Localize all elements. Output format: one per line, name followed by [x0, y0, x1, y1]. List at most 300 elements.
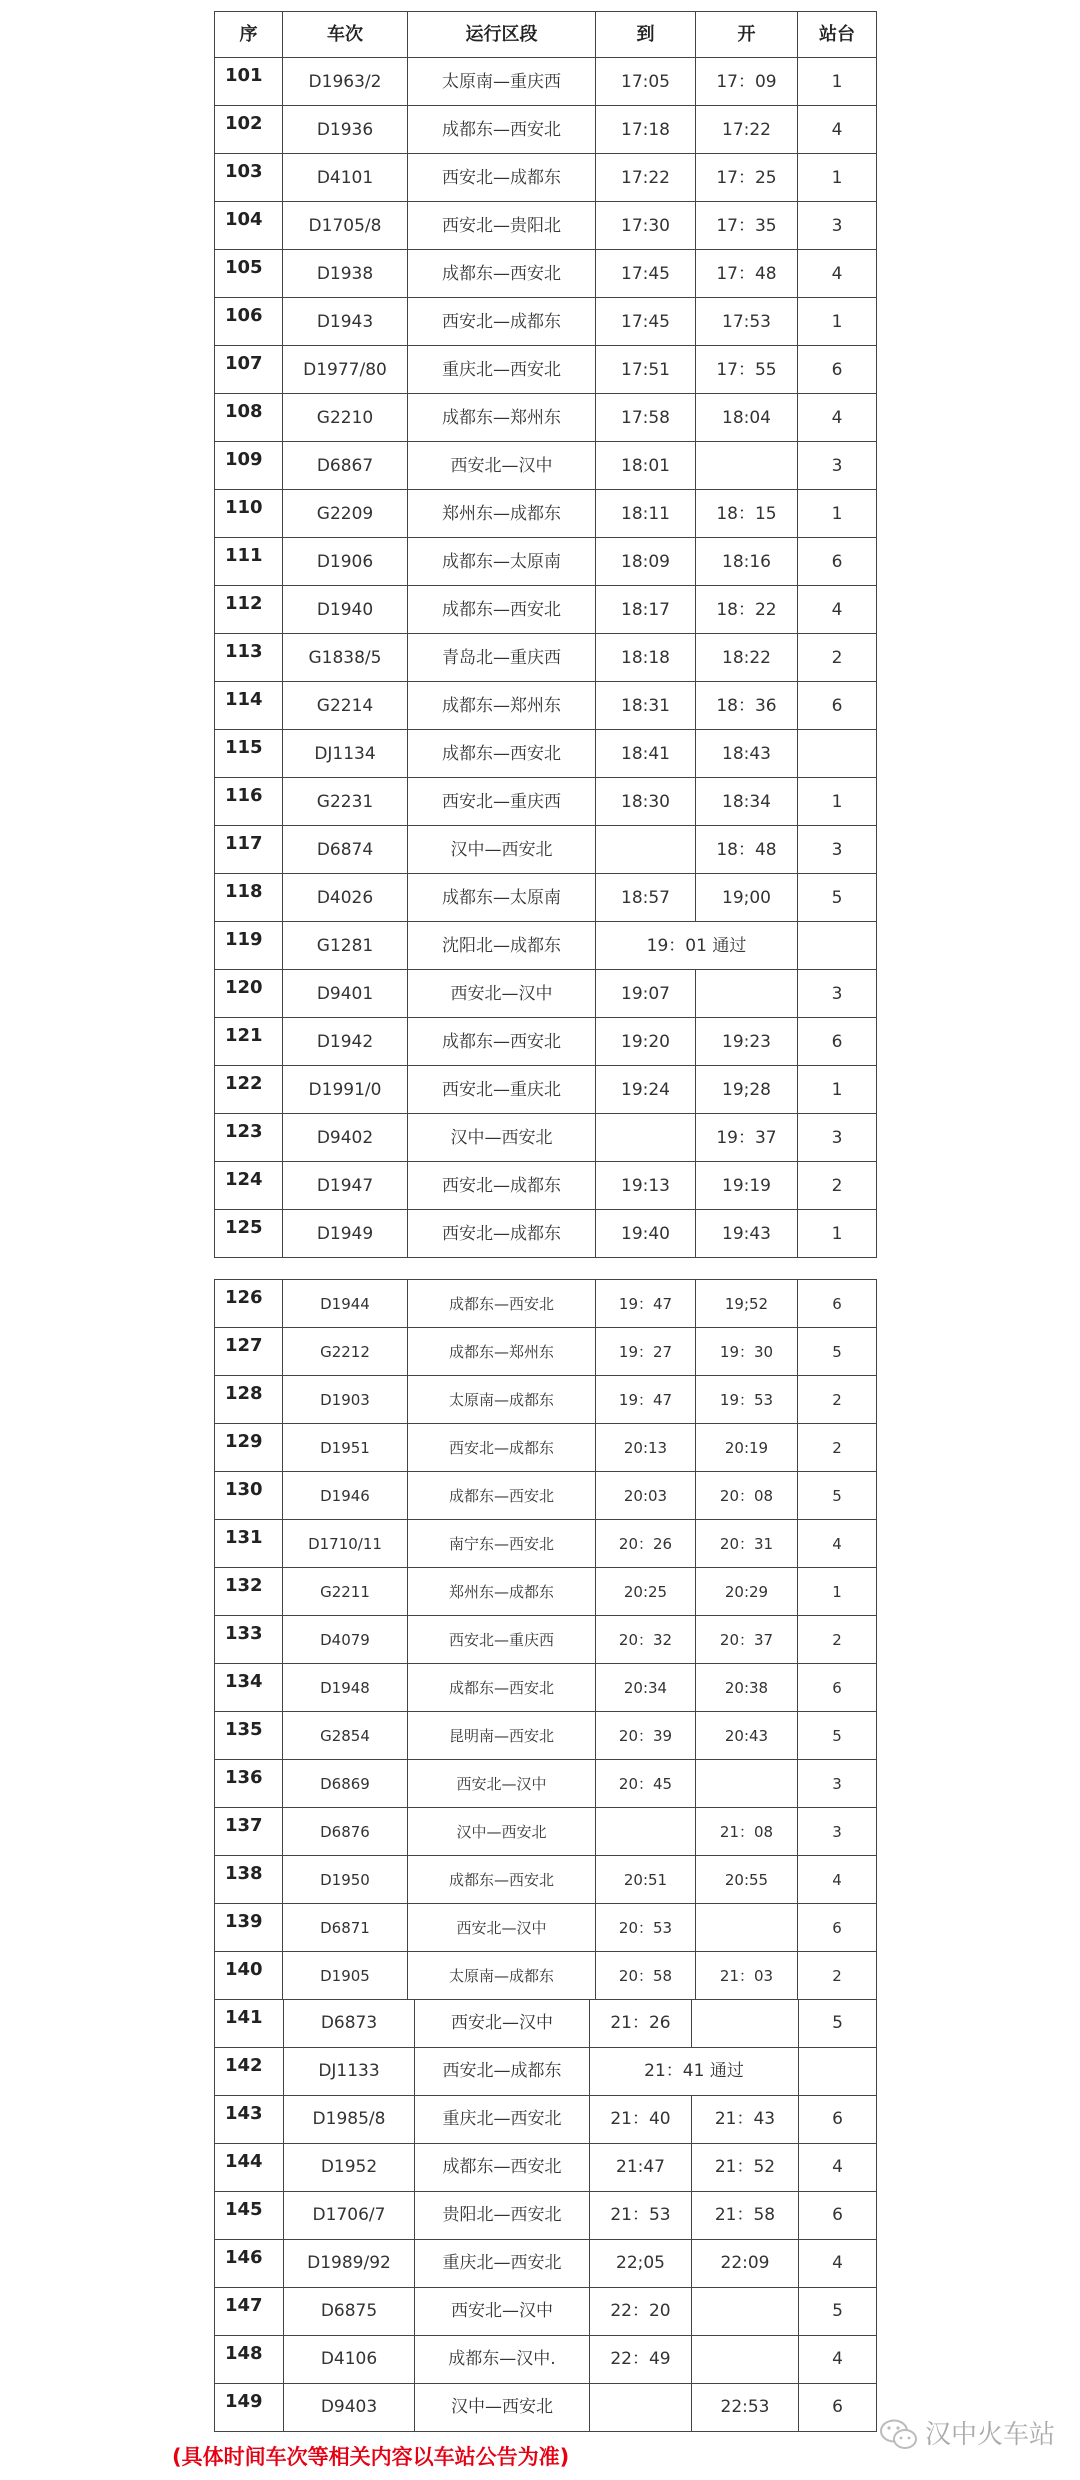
- train-number: G2212: [283, 1328, 408, 1376]
- route: 成都东—郑州东: [408, 394, 596, 442]
- departure-time: 18:22: [696, 634, 798, 682]
- train-number: G2210: [283, 394, 408, 442]
- table-row: [215, 1712, 877, 1760]
- departure-time: 18：48: [696, 826, 798, 874]
- departure-time: 17：35: [696, 202, 798, 250]
- arrival-time: 18:09: [596, 538, 696, 586]
- departure-time: 20:19: [696, 1424, 798, 1472]
- header-depart: 开: [696, 12, 798, 58]
- train-number: D6875: [284, 2287, 415, 2335]
- platform: 6: [798, 1280, 877, 1328]
- route: 汉中—西安北: [408, 826, 596, 874]
- table-row: [215, 2143, 877, 2191]
- train-number: D1906: [283, 538, 408, 586]
- row-seq: 125: [215, 1210, 283, 1258]
- arrival-time: 18:17: [596, 586, 696, 634]
- route: 太原南—成都东: [408, 1376, 596, 1424]
- table-row: [215, 394, 877, 442]
- arrival-time: 20:25: [596, 1568, 696, 1616]
- route: 成都东—汉中.: [415, 2335, 590, 2383]
- train-number: D1942: [283, 1018, 408, 1066]
- row-seq: 120: [215, 970, 283, 1018]
- train-number: D1985/8: [284, 2095, 415, 2143]
- table-row: [215, 586, 877, 634]
- row-seq: 115: [215, 730, 283, 778]
- platform: 1: [798, 1568, 877, 1616]
- arrival-time: [596, 826, 696, 874]
- header-arrive: 到: [596, 12, 696, 58]
- train-number: D4079: [283, 1616, 408, 1664]
- train-number: D6876: [283, 1808, 408, 1856]
- row-seq: 130: [215, 1472, 283, 1520]
- train-number: G2231: [283, 778, 408, 826]
- row-seq: 128: [215, 1376, 283, 1424]
- train-number: G2854: [283, 1712, 408, 1760]
- row-seq: 113: [215, 634, 283, 682]
- table-row: [215, 1066, 877, 1114]
- platform: 4: [799, 2239, 877, 2287]
- platform: 4: [798, 1856, 877, 1904]
- train-number: G2214: [283, 682, 408, 730]
- table-row: [215, 1280, 877, 1328]
- table-row: [215, 730, 877, 778]
- route: 成都东—太原南: [408, 538, 596, 586]
- arrival-time: 20：32: [596, 1616, 696, 1664]
- platform: 6: [798, 682, 877, 730]
- train-number: DJ1133: [284, 2047, 415, 2095]
- table-row: [215, 1424, 877, 1472]
- platform: 1: [798, 1066, 877, 1114]
- row-seq: 132: [215, 1568, 283, 1616]
- route: 西安北—汉中: [415, 1999, 590, 2047]
- train-number: D1948: [283, 1664, 408, 1712]
- arrival-time: 20:51: [596, 1856, 696, 1904]
- arrival-time: 19：47: [596, 1376, 696, 1424]
- table-row: [215, 682, 877, 730]
- arrival-time: 18:31: [596, 682, 696, 730]
- table-row: [215, 2335, 877, 2383]
- table-row: [215, 58, 877, 106]
- row-seq: 108: [215, 394, 283, 442]
- route: 太原南—成都东: [408, 1952, 596, 2000]
- table-row: [215, 106, 877, 154]
- platform: 2: [798, 634, 877, 682]
- train-number: D1950: [283, 1856, 408, 1904]
- row-seq: 137: [215, 1808, 283, 1856]
- train-number: D1705/8: [283, 202, 408, 250]
- route: 重庆北—西安北: [408, 346, 596, 394]
- departure-time: 17:53: [696, 298, 798, 346]
- table-row: [215, 490, 877, 538]
- platform: 6: [798, 538, 877, 586]
- platform: 1: [798, 1210, 877, 1258]
- pass-time: 21：41 通过: [590, 2047, 799, 2095]
- wechat-icon: [879, 2418, 919, 2452]
- arrival-time: 22：20: [590, 2287, 692, 2335]
- table-row: [215, 970, 877, 1018]
- table-row: [215, 1472, 877, 1520]
- table-row: [215, 2047, 877, 2095]
- arrival-time: 21:47: [590, 2143, 692, 2191]
- route: 西安北—汉中: [415, 2287, 590, 2335]
- train-number: D1903: [283, 1376, 408, 1424]
- platform: 1: [798, 154, 877, 202]
- platform: 6: [799, 2383, 877, 2431]
- departure-time: 20：37: [696, 1616, 798, 1664]
- arrival-time: 18:41: [596, 730, 696, 778]
- row-seq: 148: [215, 2335, 284, 2383]
- platform: 6: [798, 1904, 877, 1952]
- arrival-time: 18:30: [596, 778, 696, 826]
- arrival-time: 17:45: [596, 250, 696, 298]
- train-number: D1977/80: [283, 346, 408, 394]
- table-row: [215, 1328, 877, 1376]
- train-number: D1936: [283, 106, 408, 154]
- arrival-time: 20：39: [596, 1712, 696, 1760]
- arrival-time: 20：45: [596, 1760, 696, 1808]
- arrival-time: 18:11: [596, 490, 696, 538]
- departure-time: 20：08: [696, 1472, 798, 1520]
- platform: 1: [798, 778, 877, 826]
- table-row: [215, 1520, 877, 1568]
- platform: 4: [798, 1520, 877, 1568]
- row-seq: 123: [215, 1114, 283, 1162]
- platform: 4: [799, 2143, 877, 2191]
- route: 成都东—西安北: [408, 730, 596, 778]
- train-number: D1905: [283, 1952, 408, 2000]
- platform: 1: [798, 490, 877, 538]
- arrival-time: 19：47: [596, 1280, 696, 1328]
- row-seq: 112: [215, 586, 283, 634]
- table-row: [215, 2095, 877, 2143]
- train-number: D4101: [283, 154, 408, 202]
- departure-time: [696, 442, 798, 490]
- route: 青岛北—重庆西: [408, 634, 596, 682]
- platform: 6: [799, 2095, 877, 2143]
- platform: 2: [798, 1616, 877, 1664]
- header-train: 车次: [283, 12, 408, 58]
- header-route: 运行区段: [408, 12, 596, 58]
- platform: 5: [798, 1712, 877, 1760]
- table-row: [215, 2383, 877, 2431]
- departure-time: 20:38: [696, 1664, 798, 1712]
- departure-time: 19：37: [696, 1114, 798, 1162]
- train-number: D1951: [283, 1424, 408, 1472]
- departure-time: 18：22: [696, 586, 798, 634]
- arrival-time: 18:57: [596, 874, 696, 922]
- platform: 3: [798, 1114, 877, 1162]
- platform: [799, 2047, 877, 2095]
- row-seq: 146: [215, 2239, 284, 2287]
- platform: 6: [798, 1664, 877, 1712]
- platform: 5: [798, 1472, 877, 1520]
- timetable-part-1: [214, 11, 877, 1258]
- departure-time: 19;28: [696, 1066, 798, 1114]
- platform: 1: [798, 58, 877, 106]
- arrival-time: 19:20: [596, 1018, 696, 1066]
- arrival-time: 19:24: [596, 1066, 696, 1114]
- departure-time: 18:34: [696, 778, 798, 826]
- departure-time: 21：43: [692, 2095, 799, 2143]
- train-number: D6869: [283, 1760, 408, 1808]
- departure-time: [692, 1999, 799, 2047]
- row-seq: 124: [215, 1162, 283, 1210]
- row-seq: 147: [215, 2287, 284, 2335]
- route: 昆明南—西安北: [408, 1712, 596, 1760]
- table-row: [215, 1808, 877, 1856]
- route: 成都东—西安北: [408, 1280, 596, 1328]
- departure-time: 19：30: [696, 1328, 798, 1376]
- departure-time: 18：15: [696, 490, 798, 538]
- table-row: [215, 154, 877, 202]
- table-row: [215, 1162, 877, 1210]
- departure-time: 19:43: [696, 1210, 798, 1258]
- departure-time: 21：08: [696, 1808, 798, 1856]
- platform: 2: [798, 1376, 877, 1424]
- arrival-time: 17:30: [596, 202, 696, 250]
- train-number: D1946: [283, 1472, 408, 1520]
- departure-time: 19;00: [696, 874, 798, 922]
- route: 西安北—重庆北: [408, 1066, 596, 1114]
- platform: 6: [798, 346, 877, 394]
- route: 成都东—西安北: [408, 586, 596, 634]
- table-row: [215, 1018, 877, 1066]
- train-number: G2211: [283, 1568, 408, 1616]
- train-number: D1940: [283, 586, 408, 634]
- row-seq: 105: [215, 250, 283, 298]
- departure-time: 19：53: [696, 1376, 798, 1424]
- route: 成都东—西安北: [415, 2143, 590, 2191]
- arrival-time: 20：26: [596, 1520, 696, 1568]
- row-seq: 131: [215, 1520, 283, 1568]
- table-row: [215, 298, 877, 346]
- platform: 6: [798, 1018, 877, 1066]
- arrival-time: 18:18: [596, 634, 696, 682]
- watermark-text: 汉中火车站: [925, 2419, 1056, 2450]
- route: 西安北—成都东: [408, 154, 596, 202]
- row-seq: 106: [215, 298, 283, 346]
- arrival-time: 19:13: [596, 1162, 696, 1210]
- platform: 3: [798, 826, 877, 874]
- arrival-time: 17:51: [596, 346, 696, 394]
- route: 重庆北—西安北: [415, 2095, 590, 2143]
- platform: [798, 730, 877, 778]
- train-number: D4026: [283, 874, 408, 922]
- arrival-time: 21：26: [590, 1999, 692, 2047]
- route: 成都东—西安北: [408, 1018, 596, 1066]
- departure-time: 21：58: [692, 2191, 799, 2239]
- train-number: D4106: [284, 2335, 415, 2383]
- arrival-time: 17:22: [596, 154, 696, 202]
- row-seq: 119: [215, 922, 283, 970]
- row-seq: 118: [215, 874, 283, 922]
- route: 成都东—西安北: [408, 1856, 596, 1904]
- train-number: D1991/0: [283, 1066, 408, 1114]
- train-number: D9403: [284, 2383, 415, 2431]
- departure-time: [692, 2335, 799, 2383]
- header-platform: 站台: [798, 12, 877, 58]
- row-seq: 116: [215, 778, 283, 826]
- arrival-time: 17:05: [596, 58, 696, 106]
- route: 汉中—西安北: [408, 1114, 596, 1162]
- train-number: D1949: [283, 1210, 408, 1258]
- row-seq: 133: [215, 1616, 283, 1664]
- arrival-time: 19:07: [596, 970, 696, 1018]
- arrival-time: 20:34: [596, 1664, 696, 1712]
- arrival-time: 21：40: [590, 2095, 692, 2143]
- departure-time: 19;52: [696, 1280, 798, 1328]
- route: 汉中—西安北: [415, 2383, 590, 2431]
- departure-time: 17：48: [696, 250, 798, 298]
- route: 成都东—郑州东: [408, 1328, 596, 1376]
- train-number: D1989/92: [284, 2239, 415, 2287]
- platform: 2: [798, 1952, 877, 2000]
- departure-time: 19:23: [696, 1018, 798, 1066]
- departure-time: [696, 970, 798, 1018]
- route: 西安北—贵阳北: [408, 202, 596, 250]
- departure-time: 20:29: [696, 1568, 798, 1616]
- departure-time: 22:53: [692, 2383, 799, 2431]
- row-seq: 107: [215, 346, 283, 394]
- arrival-time: 18:01: [596, 442, 696, 490]
- route: 西安北—成都东: [408, 1424, 596, 1472]
- train-number: D1963/2: [283, 58, 408, 106]
- row-seq: 109: [215, 442, 283, 490]
- row-seq: 114: [215, 682, 283, 730]
- route: 成都东—西安北: [408, 1664, 596, 1712]
- departure-time: 21：52: [692, 2143, 799, 2191]
- departure-time: 19:19: [696, 1162, 798, 1210]
- row-seq: 140: [215, 1952, 283, 2000]
- table-row: [215, 1664, 877, 1712]
- platform: 3: [798, 1760, 877, 1808]
- route: 成都东—太原南: [408, 874, 596, 922]
- route: 成都东—西安北: [408, 250, 596, 298]
- table-row: [215, 538, 877, 586]
- route: 成都东—西安北: [408, 1472, 596, 1520]
- arrival-time: 17:58: [596, 394, 696, 442]
- departure-time: 18:16: [696, 538, 798, 586]
- train-number: D9402: [283, 1114, 408, 1162]
- table-row: [215, 922, 877, 970]
- arrival-time: [596, 1114, 696, 1162]
- row-seq: 101: [215, 58, 283, 106]
- route: 成都东—西安北: [408, 106, 596, 154]
- route: 贵阳北—西安北: [415, 2191, 590, 2239]
- departure-time: 20:55: [696, 1856, 798, 1904]
- route: 西安北—汉中: [408, 1904, 596, 1952]
- platform: 1: [798, 298, 877, 346]
- route: 西安北—重庆西: [408, 778, 596, 826]
- row-seq: 111: [215, 538, 283, 586]
- arrival-time: 19:40: [596, 1210, 696, 1258]
- route: 重庆北—西安北: [415, 2239, 590, 2287]
- page-bottom: [172, 2419, 1080, 2480]
- platform: 5: [799, 1999, 877, 2047]
- departure-time: 22:09: [692, 2239, 799, 2287]
- row-seq: 122: [215, 1066, 283, 1114]
- table-header-row: [215, 12, 877, 58]
- arrival-time: 20:03: [596, 1472, 696, 1520]
- row-seq: 134: [215, 1664, 283, 1712]
- departure-time: 18:43: [696, 730, 798, 778]
- train-number: DJ1134: [283, 730, 408, 778]
- train-number: D1710/11: [283, 1520, 408, 1568]
- timetable-part-3: [214, 1999, 877, 2432]
- table-row: [215, 874, 877, 922]
- table-row: [215, 1904, 877, 1952]
- train-number: D1706/7: [284, 2191, 415, 2239]
- platform: 5: [798, 1328, 877, 1376]
- row-seq: 117: [215, 826, 283, 874]
- platform: 4: [798, 586, 877, 634]
- route: 南宁东—西安北: [408, 1520, 596, 1568]
- row-seq: 136: [215, 1760, 283, 1808]
- departure-time: [692, 2287, 799, 2335]
- train-number: D1944: [283, 1280, 408, 1328]
- platform: 4: [798, 106, 877, 154]
- arrival-time: [590, 2383, 692, 2431]
- platform: [798, 922, 877, 970]
- train-number: D1943: [283, 298, 408, 346]
- row-seq: 144: [215, 2143, 284, 2191]
- platform: 2: [798, 1162, 877, 1210]
- row-seq: 145: [215, 2191, 284, 2239]
- platform: 2: [798, 1424, 877, 1472]
- table-row: [215, 1376, 877, 1424]
- platform: 3: [798, 1808, 877, 1856]
- table-row: [215, 202, 877, 250]
- table-row: [215, 826, 877, 874]
- header-seq: 序: [215, 12, 283, 58]
- departure-time: 17：55: [696, 346, 798, 394]
- table-row: [215, 1616, 877, 1664]
- table-row: [215, 2191, 877, 2239]
- train-number: D9401: [283, 970, 408, 1018]
- departure-time: 18：36: [696, 682, 798, 730]
- row-seq: 104: [215, 202, 283, 250]
- route: 西安北—成都东: [408, 298, 596, 346]
- arrival-time: 20：53: [596, 1904, 696, 1952]
- departure-time: 20:43: [696, 1712, 798, 1760]
- route: 西安北—成都东: [408, 1210, 596, 1258]
- route: 西安北—汉中: [408, 442, 596, 490]
- train-number: G1838/5: [283, 634, 408, 682]
- departure-time: 20：31: [696, 1520, 798, 1568]
- departure-time: 18:04: [696, 394, 798, 442]
- row-seq: 129: [215, 1424, 283, 1472]
- departure-time: [696, 1760, 798, 1808]
- departure-time: 21：03: [696, 1952, 798, 2000]
- arrival-time: 17:18: [596, 106, 696, 154]
- row-seq: 110: [215, 490, 283, 538]
- platform: 5: [799, 2287, 877, 2335]
- row-seq: 135: [215, 1712, 283, 1760]
- arrival-time: 19：27: [596, 1328, 696, 1376]
- train-number: D6873: [284, 1999, 415, 2047]
- platform: 4: [798, 250, 877, 298]
- row-seq: 138: [215, 1856, 283, 1904]
- table-row: [215, 1114, 877, 1162]
- departure-time: [696, 1904, 798, 1952]
- departure-time: 17：25: [696, 154, 798, 202]
- train-number: D1952: [284, 2143, 415, 2191]
- route: 郑州东—成都东: [408, 490, 596, 538]
- table-row: [215, 1210, 877, 1258]
- platform: 3: [798, 202, 877, 250]
- train-number: D6874: [283, 826, 408, 874]
- table-row: [215, 442, 877, 490]
